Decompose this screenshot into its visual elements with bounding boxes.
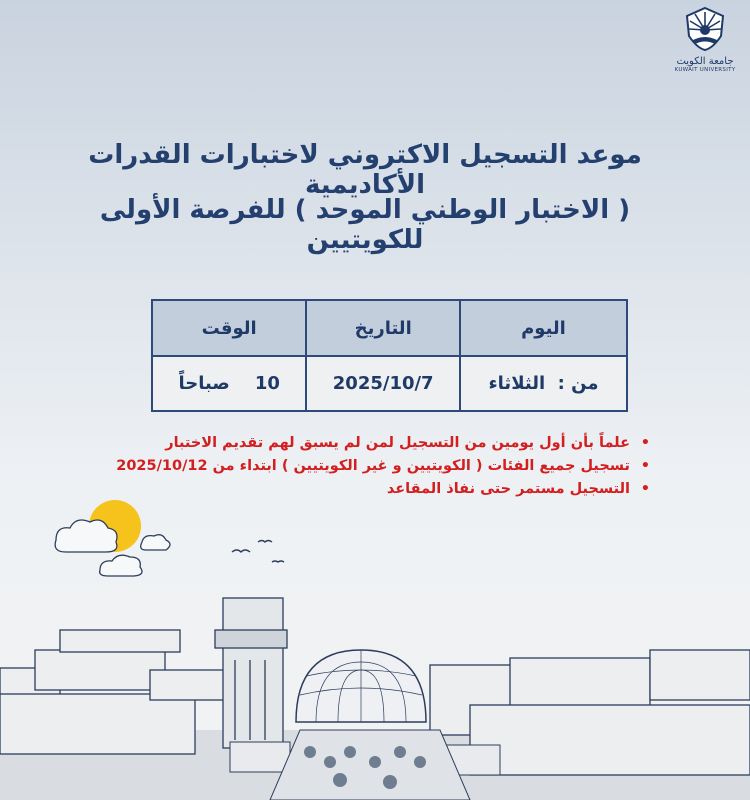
bullet-icon: • [640,481,650,497]
dome [296,650,426,722]
logo-arabic-name: جامعة الكويت [676,56,734,67]
note-item [90,455,650,478]
campus-illustration [0,490,750,800]
table-row [152,356,627,411]
table-header-row [152,300,627,356]
cell-date: 2025/10/7 [306,356,460,411]
birds-icon [232,541,284,563]
tower [215,598,287,748]
logo-english-name: KUWAIT UNIVERSITY [674,67,736,73]
cell-time: 10 صباحاً [152,356,306,411]
header-date: التاريخ [306,300,460,356]
note-text: تسجيل جميع الفئات ( الكويتيين و غير الكويتيين ) ابتداء من 2025/10/12 [116,458,630,474]
bullet-icon: • [640,458,650,474]
note-text: علماً بأن أول يومين من التسجيل لمن لم يسبق لهم تقديم الاختبار [165,435,630,451]
cell-day: من : الثلاثاء [460,356,627,411]
header-time: الوقت [152,300,306,356]
university-logo [672,6,738,73]
schedule-table [151,299,628,412]
note-item [90,432,650,455]
subtitle: ( الاختبار الوطني الموحد ) للفرصة الأولى للكويتيين [99,195,631,255]
note-text: التسجيل مستمر حتى نفاذ المقاعد [386,481,630,497]
left-buildings [0,630,230,754]
university-seal-icon [683,6,727,52]
bullet-icon: • [640,435,650,451]
header-day: اليوم [460,300,627,356]
main-title: موعد التسجيل الاكتروني لاختبارات القدرات الأكاديمية [88,140,642,200]
